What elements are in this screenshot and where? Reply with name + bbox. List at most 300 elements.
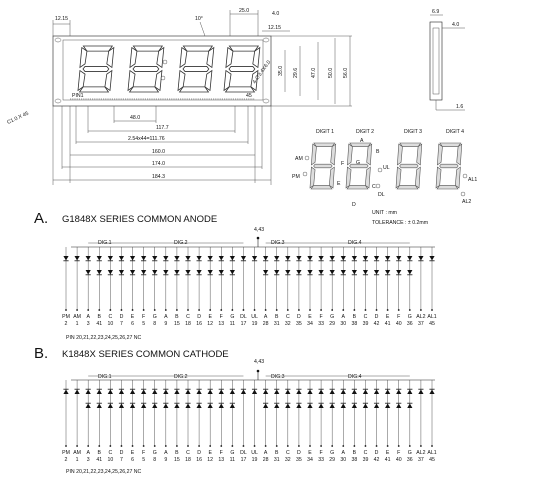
pin-column [363, 247, 369, 327]
pin-name: F [397, 314, 401, 320]
pin-name: G [407, 314, 412, 320]
dim-top-25: 25.0 [239, 8, 250, 14]
pin-column [86, 247, 91, 327]
pin-terminal [342, 445, 344, 447]
pin-number: 18 [185, 457, 191, 463]
colon-dot-upper [163, 60, 167, 64]
led-diode [396, 404, 401, 409]
pin-column [96, 247, 102, 327]
pin-number: 36 [406, 457, 413, 463]
pin-terminal [420, 309, 422, 311]
pin-column [351, 380, 357, 463]
pin-terminal [431, 309, 433, 311]
pin-column [296, 380, 302, 463]
side-dim-1-6: 1.6 [456, 104, 464, 110]
led-diode [274, 390, 279, 395]
section-b-dig3: DIG.3 [271, 374, 285, 380]
pin-column [185, 380, 191, 463]
common-node [257, 237, 260, 240]
led-diode [141, 404, 146, 409]
pin-number: 37 [418, 457, 424, 463]
pin-number: 17 [240, 321, 247, 327]
pin-column [130, 380, 135, 463]
led-diode [385, 404, 390, 409]
pin-terminal [187, 309, 189, 311]
led-diode [108, 270, 113, 275]
pin-name: DL [240, 314, 247, 320]
pin-column [427, 247, 436, 327]
pin-number: 6 [131, 457, 134, 463]
pin-name: F [142, 314, 146, 320]
pin-column [329, 380, 335, 463]
pin-column [285, 380, 291, 463]
led-diode [208, 270, 213, 275]
pin-terminal [265, 445, 267, 447]
pin-terminal [243, 309, 245, 311]
side-dim-4: 4.0 [452, 22, 460, 28]
led-diode [285, 270, 290, 275]
led-diode [97, 404, 102, 409]
led-diode [274, 256, 279, 261]
led-diode [74, 390, 79, 395]
section-a-common-anode [34, 210, 437, 341]
pin-terminal [98, 309, 100, 311]
bottom-dims [53, 106, 271, 185]
pin-number: 33 [318, 321, 324, 327]
led-diode [152, 256, 157, 261]
pin-column [363, 380, 369, 463]
led-diode [196, 256, 201, 261]
pin-name: PM [62, 314, 70, 320]
pin-column [196, 380, 202, 463]
section-a-common-pin: 4,43 [254, 227, 265, 233]
pin-terminal [342, 309, 344, 311]
led-diode [108, 390, 113, 395]
led-diode [163, 404, 168, 409]
led-diode [363, 256, 368, 261]
seg-label-g: G [356, 160, 361, 166]
pin-terminal [209, 309, 211, 311]
section-a-schematic [62, 237, 437, 327]
led-diode [230, 390, 235, 395]
led-diode [352, 390, 357, 395]
pin-column [218, 380, 224, 463]
led-diode [119, 390, 124, 395]
pin-number: 8 [153, 457, 157, 463]
pin-number: 19 [251, 321, 258, 327]
pin-column [318, 247, 324, 327]
pin-number: 38 [351, 321, 358, 327]
led-diode [385, 256, 390, 261]
led-diode [330, 256, 335, 261]
led-diode [374, 390, 379, 395]
pin-column [218, 247, 224, 327]
digit-label-3: DIGIT 3 [404, 129, 423, 135]
seg-label-d: D [352, 202, 356, 208]
pin-column [62, 247, 70, 327]
pin-terminal [298, 309, 300, 311]
section-b-dig4: DIG.4 [348, 374, 362, 380]
led-diode [185, 404, 190, 409]
led-diode [241, 390, 246, 395]
led-diode [185, 390, 190, 395]
section-b-title: K1848X SERIES COMMON CATHODE [62, 349, 229, 360]
pin-column [307, 247, 313, 327]
pin-number: 18 [185, 321, 191, 327]
pin-terminal [376, 309, 378, 311]
pin-number: 31 [273, 321, 280, 327]
led-diode [219, 270, 224, 275]
pin-name: E [130, 450, 135, 456]
pin-number: 41 [384, 457, 391, 463]
led-diode [307, 256, 312, 261]
led-diode [352, 270, 357, 275]
led-diode [219, 390, 224, 395]
dim-29: 29.6 [293, 67, 299, 78]
pin-column [107, 247, 113, 327]
led-diode [263, 270, 268, 275]
pin-name: D [374, 314, 379, 320]
pin-number: 13 [218, 321, 225, 327]
led-diode [108, 256, 113, 261]
dim-angle: 10° [195, 16, 203, 22]
pin-column [73, 247, 81, 327]
led-diode [263, 390, 268, 395]
pin-column [230, 380, 235, 463]
led-diode [230, 256, 235, 261]
pin-name: AL2 [416, 450, 426, 456]
led-diode [318, 256, 323, 261]
led-diode [241, 256, 246, 261]
pin-column [240, 380, 247, 463]
pin-number: 11 [229, 321, 236, 327]
led-diode [86, 270, 91, 275]
pin-number: 45 [429, 457, 435, 463]
led-diode [330, 270, 335, 275]
led-diode [208, 404, 213, 409]
pin-column [141, 247, 146, 327]
led-diode [296, 404, 301, 409]
pin-number: 8 [153, 321, 157, 327]
led-diode [396, 256, 401, 261]
pin-name: D [119, 450, 124, 456]
pin-terminal [243, 445, 245, 447]
pin-name: C [363, 314, 368, 320]
pin-name: G [330, 450, 335, 456]
pin-name: G [407, 450, 412, 456]
pin-terminal [220, 445, 222, 447]
pin-column [251, 380, 258, 463]
pin-name: A [341, 314, 346, 320]
pin-column [307, 380, 313, 463]
pin-name: AL1 [427, 314, 437, 320]
led-diode [97, 390, 102, 395]
pin-column [207, 380, 213, 463]
pin-name: B [274, 314, 279, 320]
pin-name: A [341, 450, 346, 456]
led-diode [296, 256, 301, 261]
pin-name: C [186, 314, 190, 320]
pin-column [396, 247, 402, 327]
pin-terminal [65, 309, 67, 311]
pin-number: 33 [318, 457, 324, 463]
right-vertical-dims [271, 36, 352, 106]
led-diode [86, 390, 91, 395]
pin-terminal [87, 445, 89, 447]
led-diode [74, 256, 79, 261]
led-diode [86, 256, 91, 261]
pin-terminal [365, 309, 367, 311]
pin-terminal [398, 309, 400, 311]
led-diode [363, 390, 368, 395]
pin-column [86, 380, 91, 463]
pin-name: F [397, 450, 401, 456]
pin-terminal [254, 445, 256, 447]
section-a-title: G1848X SERIES COMMON ANODE [62, 214, 218, 225]
led-diode [407, 404, 412, 409]
pin-column [152, 380, 157, 463]
pin-name: C [108, 450, 113, 456]
pin-column [174, 380, 180, 463]
section-a-letter: A. [34, 210, 49, 227]
led-diode [174, 270, 179, 275]
pin-terminal [298, 445, 300, 447]
pin-number: 1 [75, 321, 79, 327]
pin-number: 16 [196, 321, 202, 327]
pin-number: 34 [307, 321, 313, 327]
pin-column [152, 247, 157, 327]
pin-terminal [220, 309, 222, 311]
led-diode [119, 256, 124, 261]
pin-number: 39 [362, 321, 369, 327]
bezel-outline [63, 40, 263, 100]
pin-name: G [330, 314, 335, 320]
pin-number: 9 [164, 457, 168, 463]
section-b-common-cathode [34, 345, 437, 475]
pin-terminal [165, 309, 167, 311]
led-diode [418, 256, 423, 261]
pin-terminal [320, 309, 322, 311]
seg-label-a: A [360, 138, 364, 144]
led-diode [174, 404, 179, 409]
led-diode [130, 390, 135, 395]
led-diode [108, 404, 113, 409]
pin-name: E [308, 314, 312, 320]
pin-name: F [142, 450, 146, 456]
pin-name: D [297, 450, 301, 456]
pin-number: 38 [351, 457, 358, 463]
pin-name: B [352, 450, 357, 456]
led-diode [130, 270, 135, 275]
common-node [257, 370, 260, 373]
pin-terminal [121, 445, 123, 447]
pin-column [73, 380, 81, 463]
pin-number: 2 [64, 457, 68, 463]
mechanical-side-view [430, 9, 465, 110]
led-diode [196, 270, 201, 275]
led-diode [330, 390, 335, 395]
dim-pitch: 2.54x44=111.76 [128, 136, 165, 142]
pin-terminal [176, 309, 178, 311]
pin-number: 17 [240, 457, 247, 463]
pin-number: 7 [120, 321, 123, 327]
led-diode [363, 270, 368, 275]
pin-terminal [143, 445, 145, 447]
pin-column [385, 247, 391, 327]
pin-terminal [209, 445, 211, 447]
digit-label-1: DIGIT 1 [316, 129, 335, 135]
led-diode [252, 256, 257, 261]
led-diode [196, 390, 201, 395]
large-digit-4 [224, 46, 260, 92]
led-diode [285, 256, 290, 261]
dim-56: 56.0 [343, 67, 349, 78]
pin-number: 28 [262, 321, 269, 327]
dim-35: 35.0 [278, 65, 284, 76]
pin-number: 28 [262, 457, 269, 463]
pin-name: D [119, 314, 124, 320]
indicator-dot-6 [461, 192, 465, 196]
pin-name: D [297, 314, 301, 320]
pin-name: A [86, 314, 90, 320]
led-diode [318, 404, 323, 409]
led-diode [208, 390, 213, 395]
pin-column [107, 380, 113, 463]
pin-number: 12 [207, 321, 214, 327]
pin-number: 32 [284, 321, 291, 327]
led-diode [152, 390, 157, 395]
pin-column [340, 247, 346, 327]
pin-number: 7 [120, 457, 123, 463]
led-diode [296, 390, 301, 395]
pin-terminal [231, 445, 233, 447]
pin-number: 45 [429, 321, 435, 327]
section-b-schematic [62, 370, 437, 463]
pin-name: B [97, 314, 102, 320]
led-diode [174, 256, 179, 261]
led-diode [230, 404, 235, 409]
pin-name: A [164, 450, 168, 456]
corner-label: C1.0 X 45 [6, 110, 30, 126]
pin-name: C [285, 450, 290, 456]
led-diode [152, 270, 157, 275]
ind-label-am: AM [295, 156, 303, 162]
large-digit-3 [178, 46, 214, 92]
pin-column [329, 247, 335, 327]
pin-column [274, 380, 280, 463]
pin-terminal [265, 309, 267, 311]
led-diode [86, 404, 91, 409]
pin-number: 19 [251, 457, 258, 463]
dim-47: 47.0 [311, 67, 317, 78]
section-a-dig2: DIG.2 [174, 240, 188, 246]
led-diode [341, 270, 346, 275]
led-diode [274, 270, 279, 275]
ind-label-pm: PM [292, 174, 300, 180]
pin-name: E [208, 314, 212, 320]
led-diode [363, 404, 368, 409]
led-diode [418, 390, 423, 395]
pin-number: 11 [229, 457, 236, 463]
pin-column [119, 247, 124, 327]
led-diode [318, 270, 323, 275]
pin-terminal [132, 445, 134, 447]
small-digit-4 [436, 143, 462, 189]
led-diode [130, 404, 135, 409]
pin-name: A [263, 450, 268, 456]
led-diode [285, 390, 290, 395]
led-diode [219, 404, 224, 409]
dim-117: 117.7 [156, 125, 169, 131]
pin-number: 31 [273, 457, 280, 463]
pin-name: B [97, 450, 102, 456]
led-diode [407, 390, 412, 395]
pin-name: F [219, 314, 223, 320]
dim-184: 184.3 [152, 174, 165, 180]
led-diode [130, 256, 135, 261]
indicator-dot-1 [305, 156, 309, 160]
pin-column [351, 247, 357, 327]
pin-column [416, 247, 425, 327]
pin-terminal [143, 309, 145, 311]
led-diode [407, 270, 412, 275]
pin-terminal [409, 445, 411, 447]
pin-column [274, 247, 280, 327]
led-diode [185, 256, 190, 261]
pin-column [251, 247, 258, 327]
indicator-dot-3 [378, 168, 382, 172]
pin-name: G [230, 314, 235, 320]
led-diode [374, 256, 379, 261]
pin45-label: 45 [246, 93, 252, 99]
led-diode [341, 390, 346, 395]
pin-column [407, 380, 413, 463]
indicator-dot-4 [376, 184, 380, 188]
pin-column [240, 247, 247, 327]
pin-number: 30 [340, 321, 347, 327]
led-diode [230, 270, 235, 275]
pin-name: B [175, 450, 179, 456]
pin-number: 5 [142, 321, 146, 327]
section-a-dig1: DIG.1 [98, 240, 112, 246]
pin-terminal [132, 309, 134, 311]
pin-column [374, 380, 380, 463]
led-diode [374, 404, 379, 409]
pin-name: D [197, 314, 201, 320]
pin-name: AM [73, 314, 81, 320]
pin-column [296, 247, 302, 327]
pin-terminal [276, 445, 278, 447]
led-diode [285, 404, 290, 409]
pin-number: 9 [164, 321, 168, 327]
pin-name: AM [73, 450, 81, 456]
pin-number: 13 [218, 457, 225, 463]
ind-label-ul: UL [383, 165, 390, 171]
dim-160: 160.0 [152, 149, 165, 155]
led-diode [252, 390, 257, 395]
pin-name: E [385, 450, 390, 456]
led-diode [97, 256, 102, 261]
pin-column [141, 380, 146, 463]
pin-column [174, 247, 180, 327]
led-diode [185, 270, 190, 275]
pin-terminal [187, 445, 189, 447]
section-b-dig2: DIG.2 [174, 374, 188, 380]
led-diode [141, 270, 146, 275]
pin-column [340, 380, 346, 463]
led-diode [141, 256, 146, 261]
pin-name: A [164, 314, 168, 320]
